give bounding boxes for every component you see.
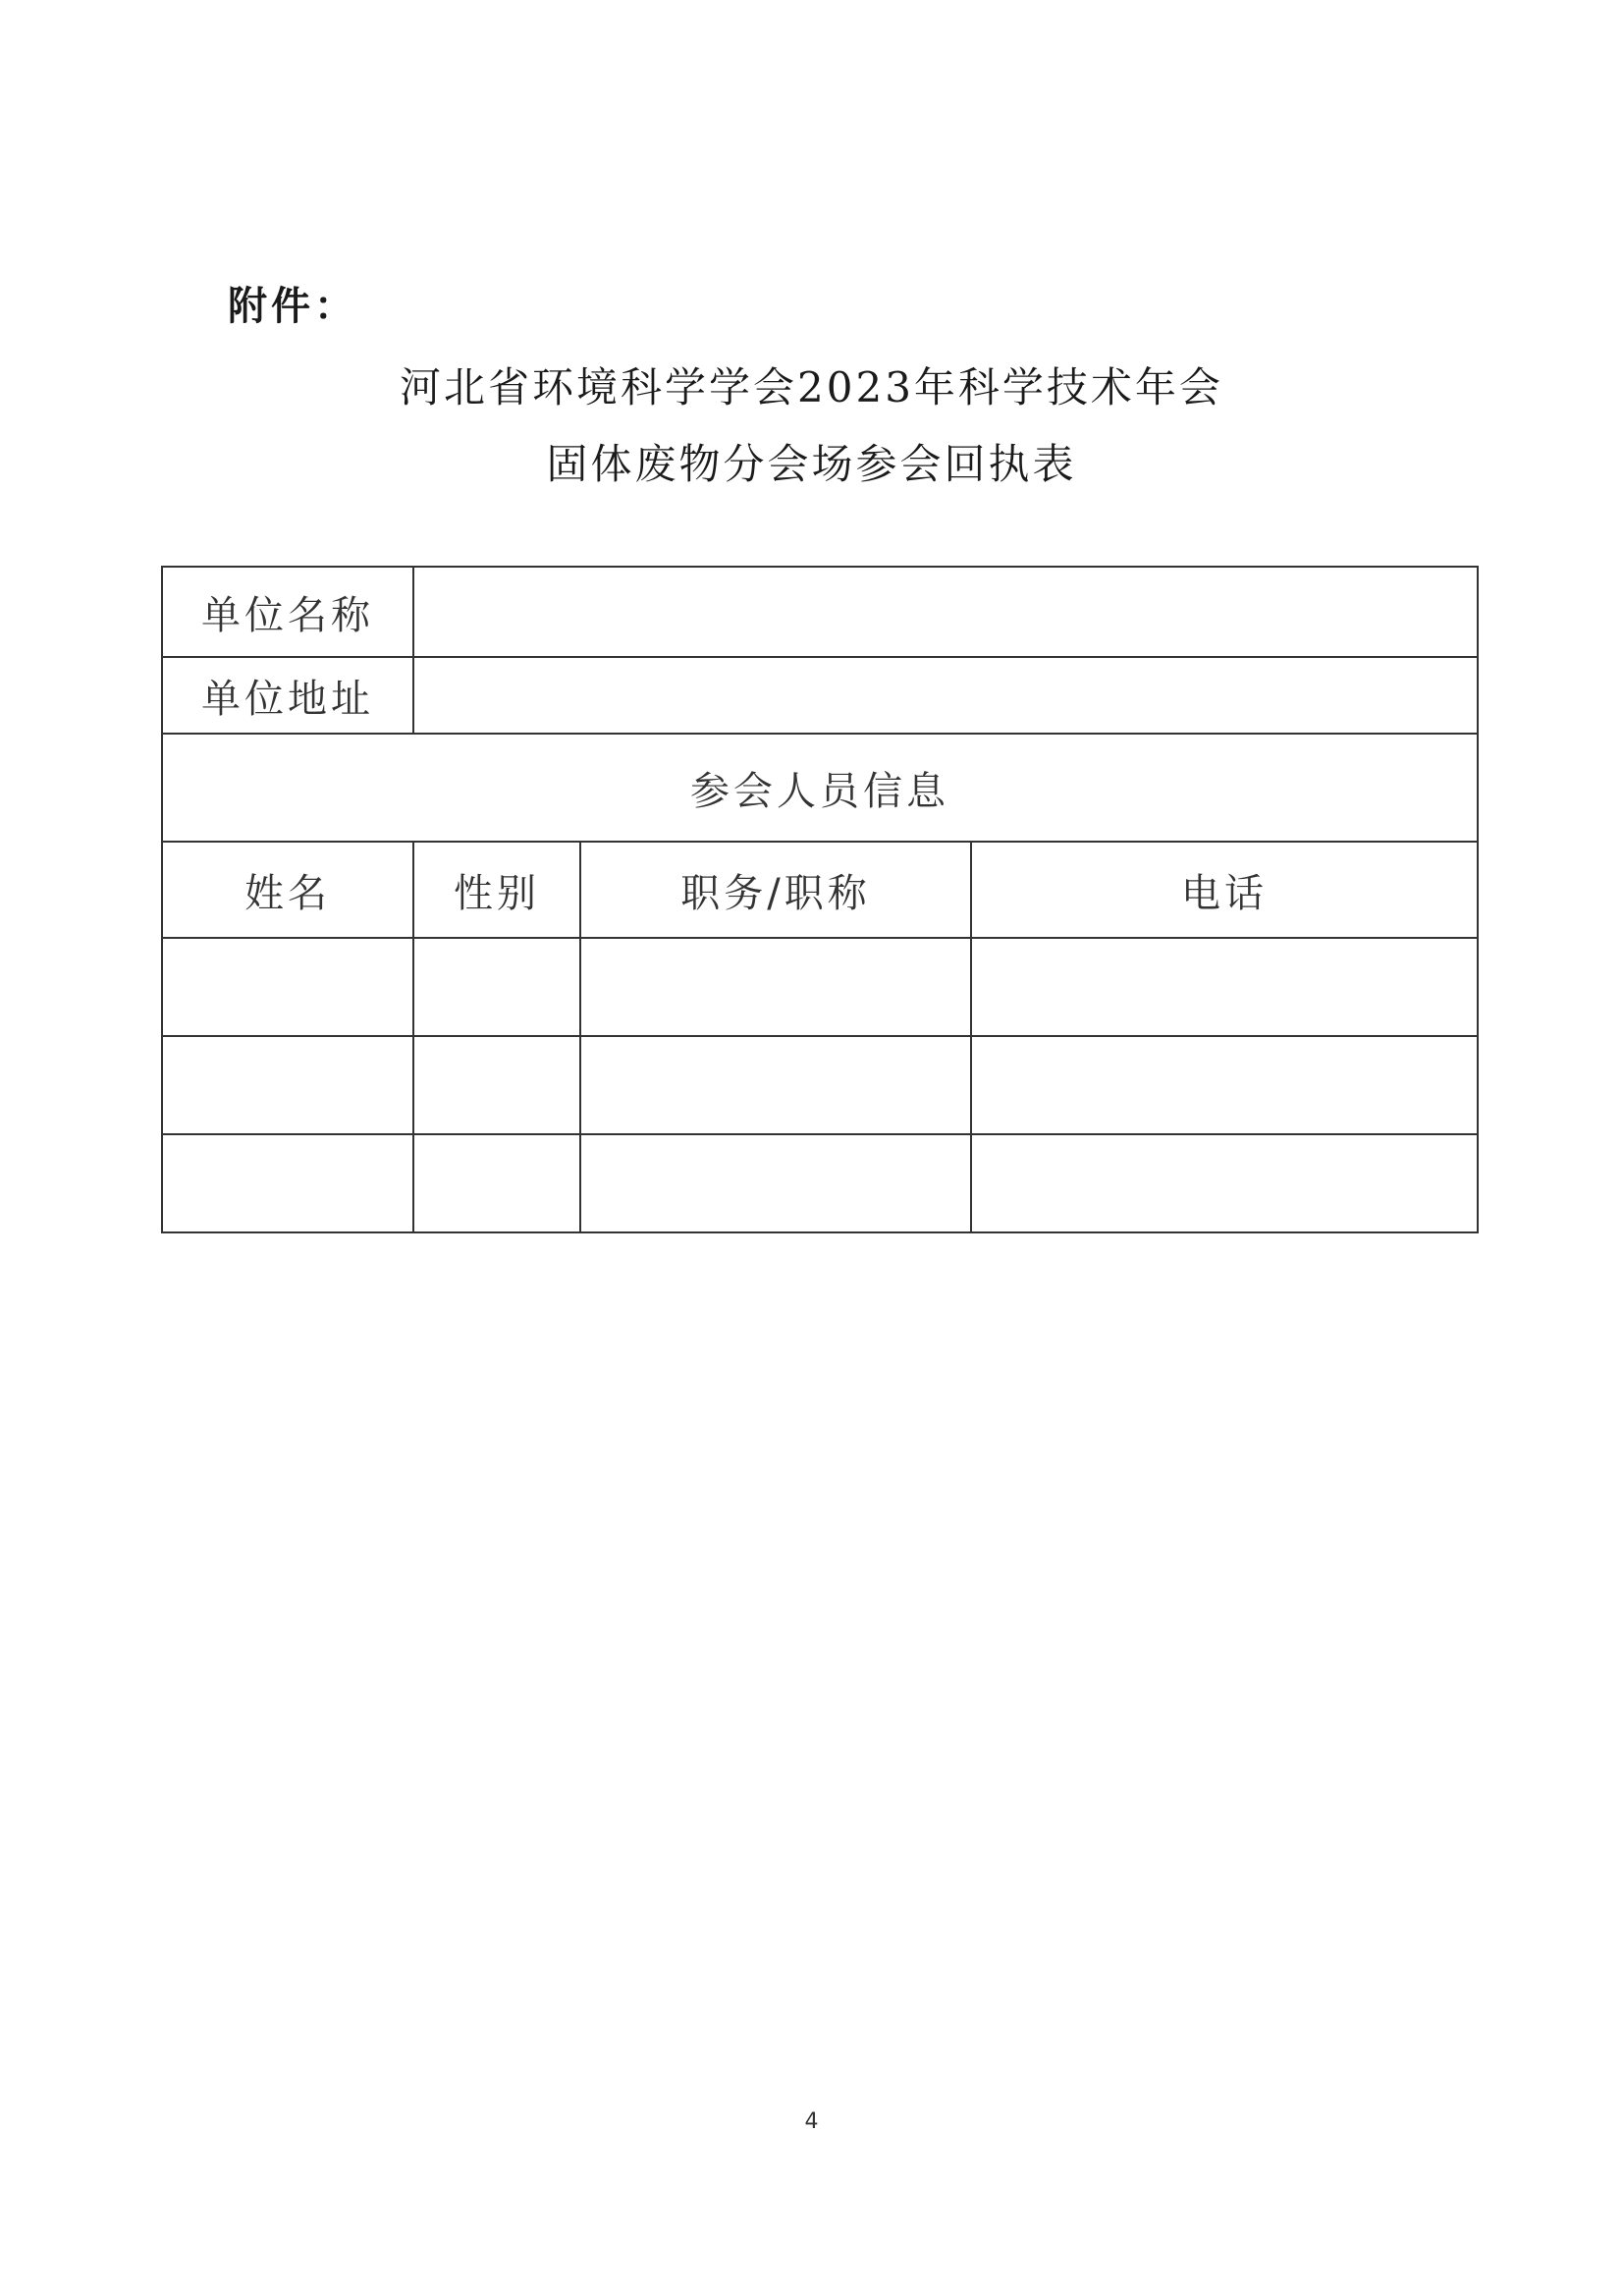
attendee-title-cell[interactable]	[580, 1036, 971, 1134]
attendee-gender-cell[interactable]	[413, 1036, 580, 1134]
attachment-label: 附件：	[228, 284, 357, 329]
attendee-name-cell[interactable]	[162, 1036, 413, 1134]
column-header-row	[162, 842, 1478, 938]
attendee-row	[162, 938, 1478, 1036]
attendee-gender-cell[interactable]	[413, 1134, 580, 1232]
column-header-title: 职务/职称	[580, 842, 971, 938]
document-title-line1: 河北省环境科学学会2023年科学技术年会	[400, 363, 1223, 411]
column-header-name: 姓名	[162, 842, 413, 938]
attendee-info-header: 参会人员信息	[162, 734, 1478, 842]
column-header-gender: 性别	[413, 842, 580, 938]
attendee-title-cell[interactable]	[580, 938, 971, 1036]
attendee-phone-cell[interactable]	[971, 938, 1478, 1036]
unit-name-label: 单位名称	[162, 567, 413, 657]
unit-address-label: 单位地址	[162, 657, 413, 734]
attendee-row	[162, 1036, 1478, 1134]
attendee-phone-cell[interactable]	[971, 1134, 1478, 1232]
attendee-gender-cell[interactable]	[413, 938, 580, 1036]
column-header-phone: 电话	[971, 842, 1478, 938]
unit-name-field[interactable]	[413, 567, 1478, 657]
attendee-name-cell[interactable]	[162, 938, 413, 1036]
page-number: 4	[804, 2109, 819, 2134]
unit-address-row	[162, 657, 1478, 734]
document-title-line2: 固体废物分会场参会回执表	[546, 440, 1077, 488]
attendee-row	[162, 1134, 1478, 1232]
unit-name-row	[162, 567, 1478, 657]
attendee-phone-cell[interactable]	[971, 1036, 1478, 1134]
attendee-name-cell[interactable]	[162, 1134, 413, 1232]
unit-address-field[interactable]	[413, 657, 1478, 734]
attendee-title-cell[interactable]	[580, 1134, 971, 1232]
section-header-row	[162, 734, 1478, 842]
registration-form-table	[161, 566, 1479, 1233]
